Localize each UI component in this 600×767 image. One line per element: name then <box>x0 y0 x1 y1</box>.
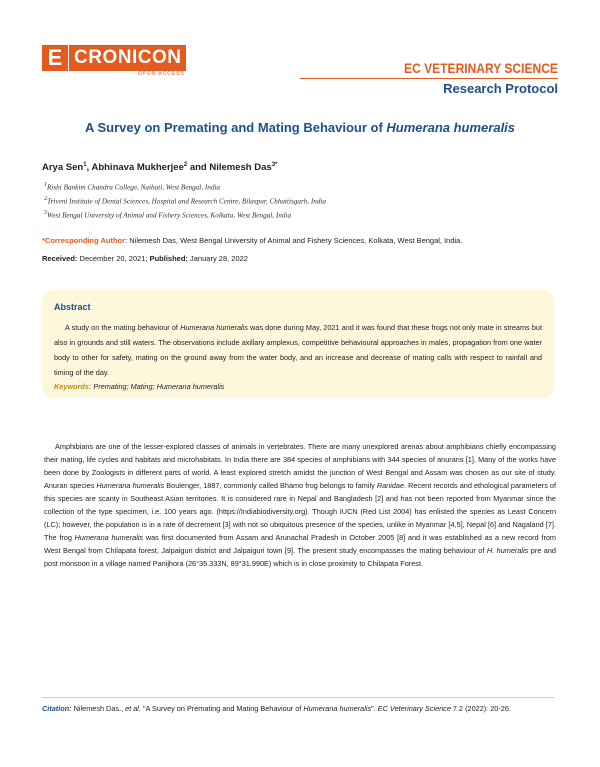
keywords <box>54 382 224 391</box>
citation-segment: 7.2 (2022): 20-26. <box>450 704 511 713</box>
corresponding-text: : Nilemesh Das, West Bengal University of Animal and Fishery Sciences, Kolkata, West Bengal, India. <box>125 236 463 245</box>
affiliation-text: Triveni Institute of Dental Sciences, Hospital and Research Centre, Bilaspur, Chhattisgarh, India <box>47 197 327 206</box>
body-species: Humerana humeralis <box>96 481 165 490</box>
published-label: Published: <box>149 254 188 263</box>
body-segment: Amphibians are one of the lesser-explored classes of animals in vertebrates. There are many unexplored arenas about amphibians chiefly encompassing their mating, life cycles and habitats and microhabitats. In India there are 384 species of amphibians with 344 species of anurans [1]. Many of the works have been done by Zoologists in different parts of world. A least explored stretch amidst the junction of West Bengal and Assam was chosen as our site of study. Anuran species <box>44 442 556 490</box>
citation-divider <box>42 697 554 698</box>
affiliation-text: Rishi Bankim Chandra College, Naihati, West Bengal, India <box>47 183 221 192</box>
affiliation-number: 3 <box>44 210 47 216</box>
logo-mark: E <box>42 45 68 71</box>
abstract-text <box>54 320 542 380</box>
citation <box>42 702 554 715</box>
affiliation-text: West Bengal University of Animal and Fishery Sciences, Kolkata, West Bengal, India <box>47 211 292 220</box>
title-species: Humerana humeralis <box>386 120 516 135</box>
citation-etal: et al. <box>125 704 141 713</box>
publication-dates <box>42 254 248 263</box>
abstract-box <box>42 290 554 398</box>
abstract-segment: was done during May, 2021 and it was found that these frogs not only mate in streams but also in grounds and still waters. The observations include axillary amplexus, competitive behavioural approaches in males, propagation from one water body to other for safety, mating on the ground away from the water body, and an increase and decrease of mating calls with respect to rainfall and timing of the day. <box>54 323 542 377</box>
paragraph <box>44 440 556 570</box>
received-label: Received: <box>42 254 78 263</box>
title-text: A Survey on Premating and Mating Behaviour of <box>84 120 387 135</box>
body-segment: was first documented from Assam and Arunachal Pradesh in October 2005 [8] and it was established as a new record from West Bengal from Chilapata forest, Jalpaiguri district and Jalpaiguri town [9]. The present study encompasses the mating behaviour of <box>44 533 557 555</box>
paper-title <box>42 120 558 135</box>
affiliation-1 <box>44 182 220 191</box>
author-2-affiliation: 2 <box>183 162 188 168</box>
author-2: Abhinava Mukherjee <box>91 162 184 174</box>
author-separator: , <box>86 162 92 174</box>
logo-tagline: OPEN ACCESS <box>138 71 185 77</box>
corresponding-label: *Corresponding Author <box>42 236 126 245</box>
body-segment: pre and post monsoon in a village named Panijhora (26°35.333N, 89°31.990E) which is in close proximity to Chilapata Forest. <box>44 546 556 568</box>
article-type: Research Protocol <box>443 81 558 96</box>
introduction-paragraph <box>44 440 556 570</box>
journal-name: EC VETERINARY SCIENCE <box>404 60 558 76</box>
affiliation-2 <box>44 196 326 205</box>
body-species: H. humeralis <box>486 546 529 555</box>
author-list <box>42 162 277 173</box>
body-family: Ranidae <box>376 481 405 490</box>
corresponding-author <box>42 236 462 245</box>
cronicon-logo <box>42 45 198 75</box>
keywords-list: Premating; Mating; Humerana humeralis <box>91 382 225 391</box>
citation-segment: ". <box>371 704 378 713</box>
affiliation-3 <box>44 210 291 219</box>
author-3-affiliation: 3* <box>271 162 278 168</box>
abstract-heading: Abstract <box>54 302 91 312</box>
author-3: Nilemesh Das <box>209 162 272 174</box>
citation-segment: Nilemesh Das., <box>71 704 126 713</box>
affiliation-number: 2 <box>44 196 47 202</box>
received-date: December 20, 2021; <box>77 254 150 263</box>
author-1: Arya Sen <box>42 162 84 174</box>
abstract-species: Humerana humeralis <box>180 323 248 332</box>
citation-segment: "A Survey on Premating and Mating Behaviour of <box>140 704 304 713</box>
body-segment: . Recent records and ethological parameters of this species are scanty in Southeast Asian territories. It is considered rare in Nepal and Bangladesh [2] and has not been reported from Myanmar since the collection of the type specimen, i.e. 100 years ago. (https://Indiabiodiversity.org). Though IUCN (Red List 2004) has enlisted the species as Least Concern (LC); however, the population is in a rate of decrement [3] with not so ubiquitous presence of the species, unlike in Myanmar [4,5], Nepal [6] and Nagaland [7]. The frog <box>44 481 556 542</box>
published-date: January 28, 2022 <box>187 254 248 263</box>
author-1-affiliation: 1 <box>83 162 87 168</box>
keywords-label: Keywords: <box>54 382 92 391</box>
citation-species: Humerana humeralis <box>303 704 372 713</box>
body-segment: Boulenger, 1887, commonly called Bhamo frog belongs to family <box>164 481 377 490</box>
abstract-segment: A study on the mating behaviour of <box>65 323 181 332</box>
author-separator: and <box>187 162 210 174</box>
header-divider <box>300 78 558 79</box>
logo-wordmark: CRONICON <box>69 45 186 71</box>
affiliation-number: 1 <box>44 182 47 188</box>
citation-journal: EC Veterinary Science <box>377 704 451 713</box>
body-species: Humerana humeralis <box>74 533 144 542</box>
citation-label: Citation: <box>42 704 72 713</box>
